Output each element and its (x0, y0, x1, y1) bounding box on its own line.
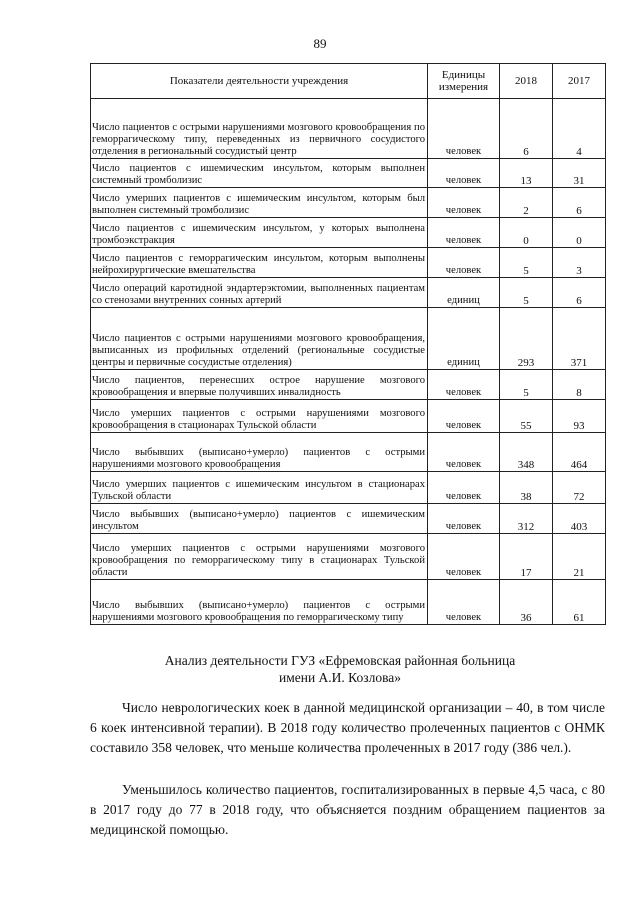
unit-cell: человек (428, 534, 500, 580)
value-2017-cell: 464 (553, 433, 606, 472)
value-2017-cell: 31 (553, 159, 606, 188)
paragraph: Число неврологических коек в данной медицинской организации – 40, в том числе 6 коек интенсивной терапии). В 2018 году количество пролеченных пациентов с ОНМК составило 358 человек, что меньше количества пролеченных в 2017 году (386 чел.). (90, 700, 605, 755)
unit-cell: единиц (428, 308, 500, 370)
value-2018-cell: 348 (500, 433, 553, 472)
paragraph: Уменьшилось количество пациентов, госпитализированных в первые 4,5 часа, с 80 в 2017 году до 77 в 2018 году, что объясняется поздним обращением пациентов за медицинской помощью. (90, 782, 605, 837)
value-2018-cell: 13 (500, 159, 553, 188)
value-2018-cell: 36 (500, 580, 553, 625)
value-2018-cell: 5 (500, 248, 553, 278)
unit-cell: человек (428, 504, 500, 534)
unit-cell: человек (428, 188, 500, 218)
value-2017-cell: 8 (553, 370, 606, 400)
unit-cell: человек (428, 218, 500, 248)
indicator-cell: Число пациентов, перенесших острое нарушение мозгового кровообращения и впервые получивших инвалидность (91, 370, 428, 400)
unit-cell: единиц (428, 278, 500, 308)
header-unit: Единицы измерения (428, 64, 500, 99)
indicator-cell: Число пациентов с острыми нарушениями мозгового кровообращения, выписанных из профильных отделений (региональные сосудистые центры и первичные сосудистые отделения) (91, 308, 428, 370)
header-year-2017: 2017 (553, 64, 606, 99)
table-row (91, 99, 606, 159)
indicator-cell: Число пациентов с острыми нарушениями мозгового кровообращения по геморрагическому типу, переведенных из первичного сосудистого отделения в региональный сосудистый центр (91, 99, 428, 159)
value-2018-cell: 38 (500, 472, 553, 504)
table-row (91, 472, 606, 504)
value-2017-cell: 6 (553, 188, 606, 218)
indicator-cell: Число умерших пациентов с острыми нарушениями мозгового кровообращения в стационарах Тульской области (91, 400, 428, 433)
unit-cell: человек (428, 248, 500, 278)
indicator-cell: Число пациентов с ишемическим инсультом, у которых выполнена тромбоэкстракция (91, 218, 428, 248)
header-indicator: Показатели деятельности учреждения (91, 64, 428, 99)
value-2018-cell: 293 (500, 308, 553, 370)
section-title-line: имени А.И. Козлова» (278, 670, 402, 685)
header-year-2018: 2018 (500, 64, 553, 99)
value-2017-cell: 72 (553, 472, 606, 504)
unit-cell: человек (428, 159, 500, 188)
table-row (91, 308, 606, 370)
table-row (91, 504, 606, 534)
indicator-cell: Число операций каротидной эндартерэктомии, выполненных пациентам со стенозами внутренних сонных артерий (91, 278, 428, 308)
value-2017-cell: 0 (553, 218, 606, 248)
unit-cell: человек (428, 400, 500, 433)
value-2017-cell: 403 (553, 504, 606, 534)
activity-indicators-table (90, 63, 606, 625)
value-2018-cell: 2 (500, 188, 553, 218)
table-row (91, 400, 606, 433)
unit-cell: человек (428, 433, 500, 472)
value-2018-cell: 5 (500, 370, 553, 400)
indicator-cell: Число выбывших (выписано+умерло) пациентов с острыми нарушениями мозгового кровообращения (91, 433, 428, 472)
table-row (91, 248, 606, 278)
indicator-cell: Число пациентов с геморрагическим инсультом, которым выполнены нейрохирургические вмешательства (91, 248, 428, 278)
value-2018-cell: 6 (500, 99, 553, 159)
table-row (91, 188, 606, 218)
value-2018-cell: 0 (500, 218, 553, 248)
value-2017-cell: 3 (553, 248, 606, 278)
unit-cell: человек (428, 472, 500, 504)
value-2017-cell: 6 (553, 278, 606, 308)
table-header-row (91, 64, 606, 99)
table-row (91, 370, 606, 400)
value-2018-cell: 17 (500, 534, 553, 580)
value-2018-cell: 5 (500, 278, 553, 308)
table-row (91, 278, 606, 308)
unit-cell: человек (428, 99, 500, 159)
table-row (91, 534, 606, 580)
table-row (91, 159, 606, 188)
unit-cell: человек (428, 580, 500, 625)
value-2018-cell: 55 (500, 400, 553, 433)
value-2017-cell: 371 (553, 308, 606, 370)
indicator-cell: Число умерших пациентов с ишемическим инсультом в стационарах Тульской области (91, 472, 428, 504)
table-row (91, 218, 606, 248)
indicator-cell: Число выбывших (выписано+умерло) пациентов с острыми нарушениями мозгового кровообращения по геморрагическому типу (91, 580, 428, 625)
value-2017-cell: 4 (553, 99, 606, 159)
section-title (120, 652, 560, 686)
section-title-line: Анализ деятельности ГУЗ «Ефремовская районная больница (164, 653, 516, 668)
indicator-cell: Число умерших пациентов с ишемическим инсультом, которым был выполнен системный тромболизис (91, 188, 428, 218)
page-number: 89 (313, 36, 327, 51)
unit-cell: человек (428, 370, 500, 400)
value-2018-cell: 312 (500, 504, 553, 534)
value-2017-cell: 21 (553, 534, 606, 580)
indicator-cell: Число выбывших (выписано+умерло) пациентов с ишемическим инсультом (91, 504, 428, 534)
indicator-cell: Число умерших пациентов с острыми нарушениями мозгового кровообращения по геморрагическому типу в стационарах Тульской области (91, 534, 428, 580)
table-row (91, 433, 606, 472)
table-row (91, 580, 606, 625)
value-2017-cell: 93 (553, 400, 606, 433)
value-2017-cell: 61 (553, 580, 606, 625)
indicator-cell: Число пациентов с ишемическим инсультом, которым выполнен системный тромболизис (91, 159, 428, 188)
